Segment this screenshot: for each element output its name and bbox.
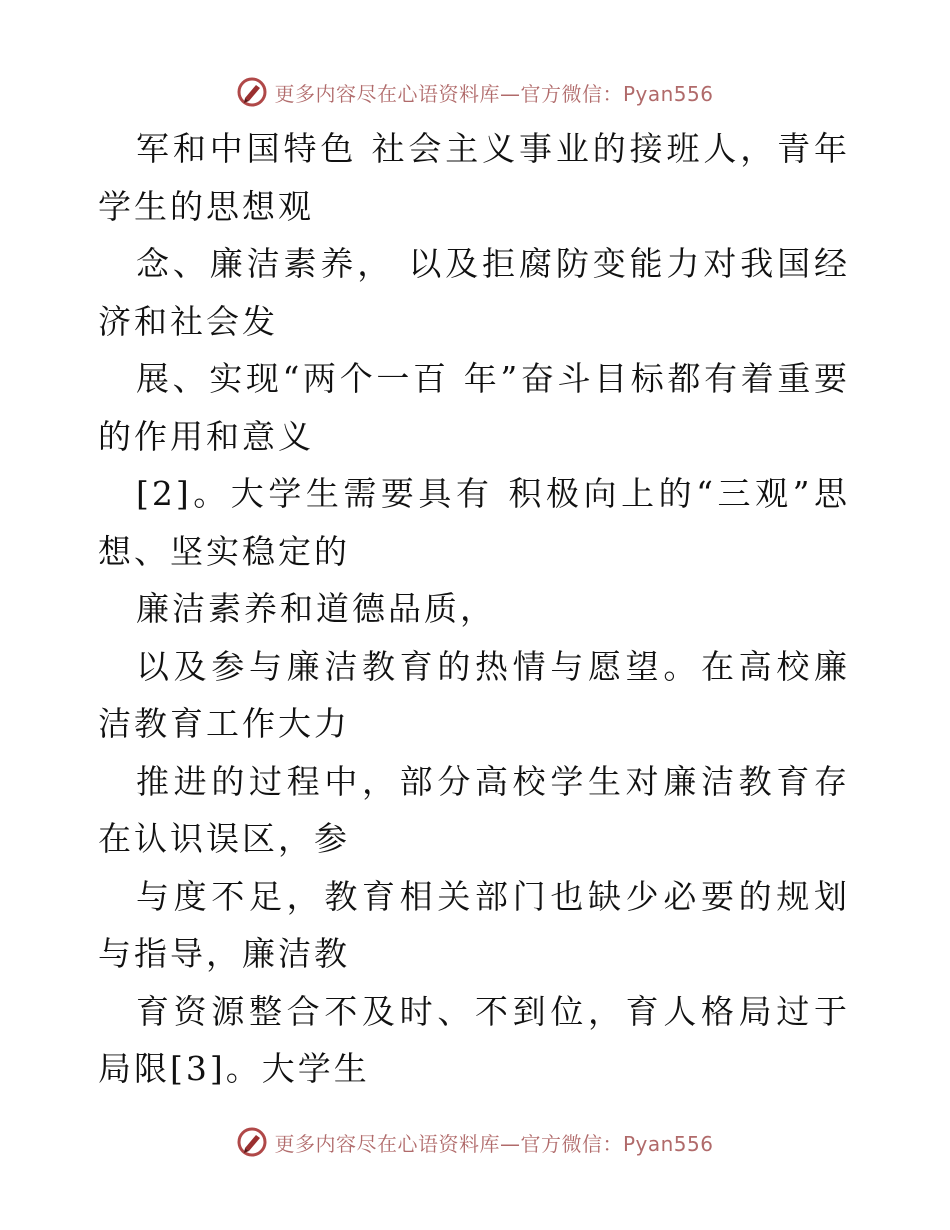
pen-logo-icon — [236, 1126, 268, 1158]
paragraph: 与度不足，教育相关部门也缺少必要的规划与指导，廉洁教 — [98, 876, 850, 973]
paragraph: [2]。大学生需要具有 积极向上的“三观”思想、坚实稳定的 — [98, 474, 850, 571]
paragraph: 育资源整合不及时、不到位，育人格局过于局限[3]。大学生 — [98, 991, 850, 1088]
watermark-text: 更多内容尽在心语资料库—官方微信：Pyan556 — [274, 1131, 714, 1156]
watermark-text: 更多内容尽在心语资料库—官方微信：Pyan556 — [274, 81, 714, 106]
header-watermark — [0, 72, 950, 112]
paragraph: 展、实现“两个一百 年”奋斗目标都有着重要的作用和意义 — [98, 359, 850, 456]
footer-watermark — [0, 1122, 950, 1162]
pen-logo-icon — [236, 76, 268, 108]
paragraph: 廉洁素养和道德品质， — [136, 589, 496, 628]
paragraph: 念、廉洁素养， 以及拒腐防变能力对我国经济和社会发 — [98, 244, 850, 341]
document-body — [98, 120, 850, 1098]
paragraph: 军和中国特色 社会主义事业的接班人，青年学生的思想观 — [98, 129, 850, 226]
paragraph: 以及参与廉洁教育的热情与愿望。在高校廉洁教育工作大力 — [98, 646, 850, 743]
paragraph: 推进的过程中，部分高校学生对廉洁教育存在认识误区，参 — [98, 761, 850, 858]
